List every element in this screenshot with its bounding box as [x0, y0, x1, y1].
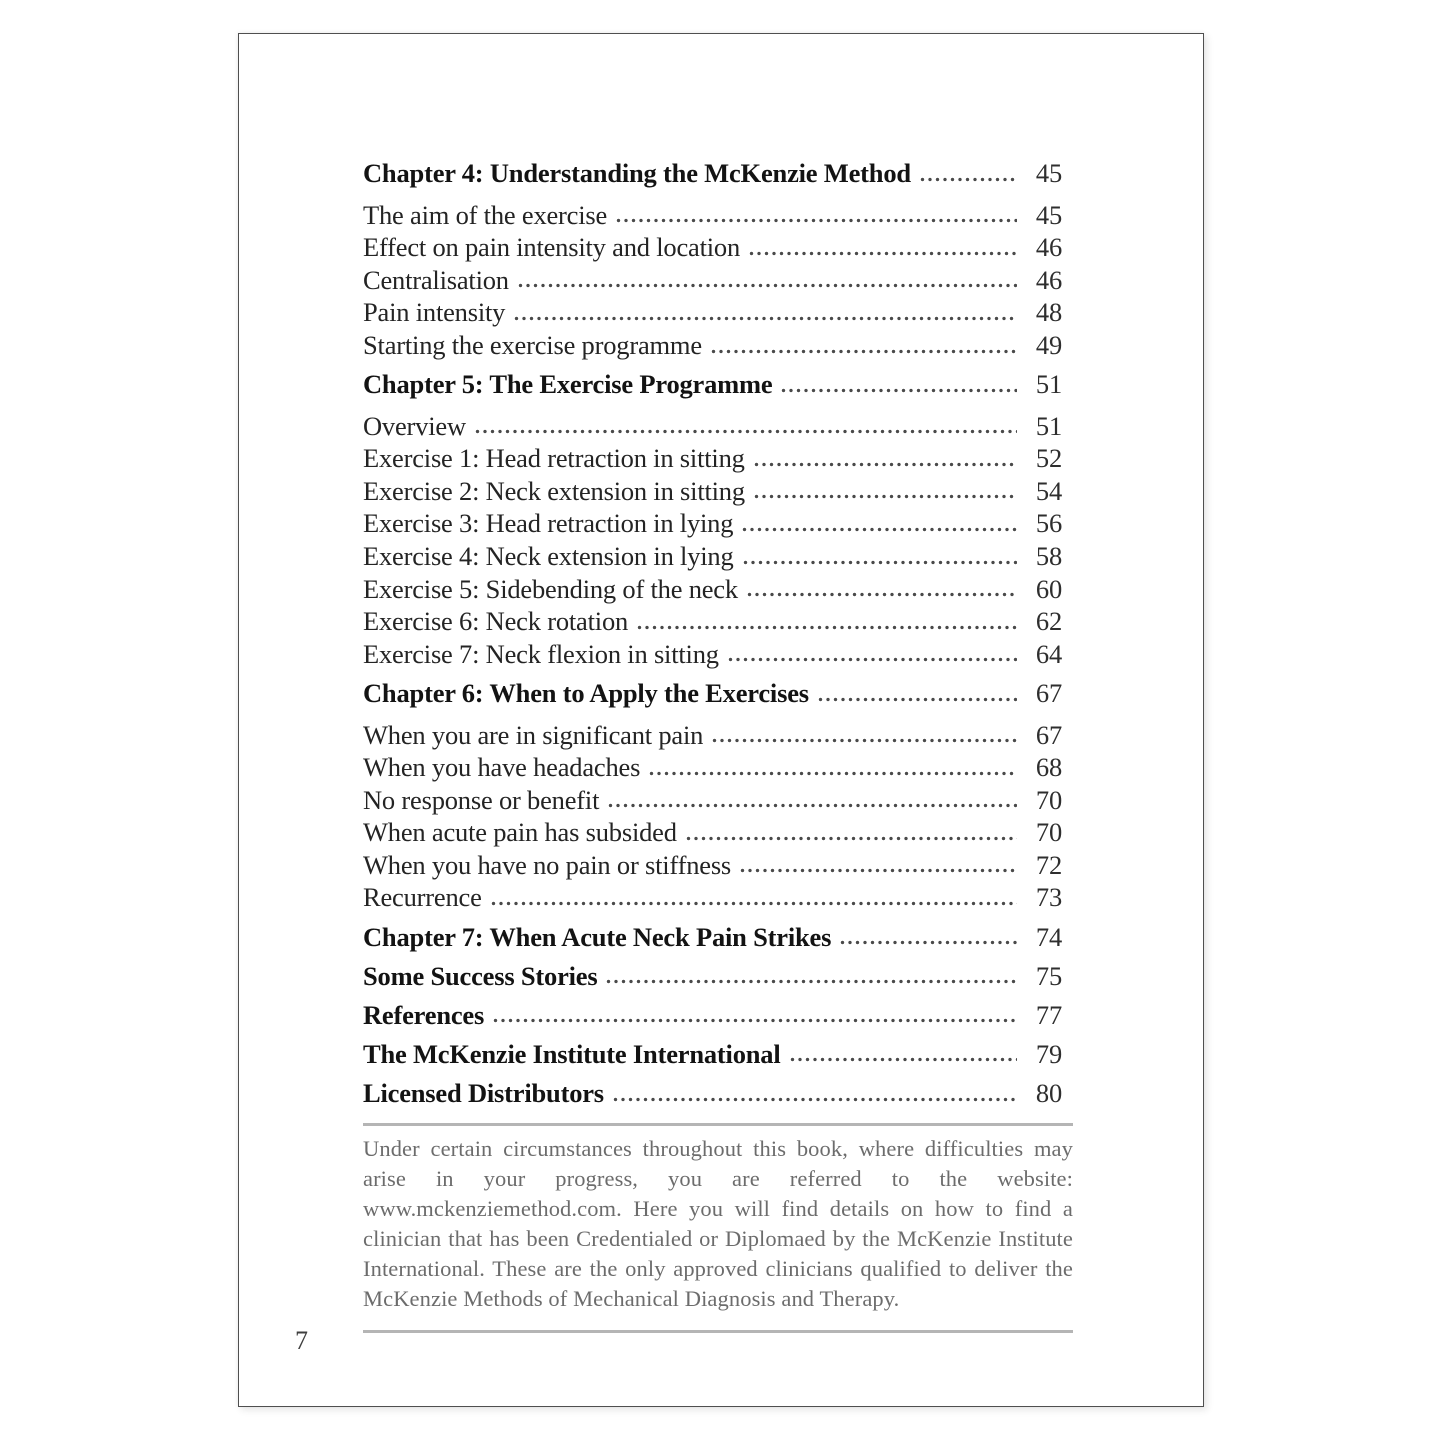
toc-entry	[363, 999, 1073, 1032]
toc-entry-page-number: 46	[1035, 264, 1062, 295]
toc-entry-page-number: 72	[1035, 849, 1062, 880]
toc-dot-leader	[781, 1038, 1023, 1071]
toc-entry	[363, 199, 1073, 232]
toc-dot-leader	[745, 442, 1022, 475]
toc-entry	[363, 264, 1073, 297]
toc-entry-page-number: 45	[1035, 199, 1062, 230]
toc-entry	[363, 816, 1073, 849]
toc-entry	[363, 605, 1073, 638]
toc-entry-label: No response or benefit	[363, 784, 600, 815]
toc-entry-label: Exercise 6: Neck rotation	[363, 606, 629, 637]
toc-entry	[363, 677, 1073, 710]
toc-dot-leader	[640, 751, 1022, 784]
toc-entry-page-number: 60	[1035, 573, 1062, 604]
footer-divider-top	[363, 1123, 1073, 1126]
toc-entry	[363, 1077, 1073, 1110]
toc-entry-label: Exercise 3: Head retraction in lying	[363, 508, 734, 539]
toc-dot-leader	[911, 157, 1022, 190]
toc-dot-leader	[719, 638, 1022, 671]
toc-dot-leader	[484, 999, 1022, 1032]
toc-entry-page-number: 49	[1035, 329, 1062, 360]
toc-entry-page-number: 79	[1035, 1038, 1062, 1069]
toc-entry	[363, 921, 1073, 954]
toc-entry-page-number: 77	[1035, 999, 1062, 1030]
toc-dot-leader	[677, 816, 1022, 849]
toc-entry-label: The McKenzie Institute International	[363, 1038, 781, 1069]
toc-entry	[363, 231, 1073, 264]
toc-dot-leader	[482, 881, 1022, 914]
toc-entry-label: Effect on pain intensity and location	[363, 232, 740, 263]
toc-entry-label: References	[363, 999, 485, 1030]
toc-dot-leader	[772, 368, 1022, 401]
toc-dot-leader	[607, 199, 1022, 232]
toc-entry-label: When you are in significant pain	[363, 719, 704, 750]
toc-entry-page-number: 68	[1035, 752, 1062, 783]
book-page	[238, 33, 1204, 1407]
toc-entry-label: When you have headaches	[363, 752, 641, 783]
toc-entry-page-number: 51	[1035, 369, 1062, 400]
toc-dot-leader	[731, 849, 1022, 882]
page-content	[363, 34, 1073, 1333]
toc-dot-leader	[809, 677, 1022, 710]
toc-entry-label: Overview	[363, 410, 466, 441]
toc-entry-label: Licensed Distributors	[363, 1077, 604, 1108]
toc-entry	[363, 475, 1073, 508]
toc-entry	[363, 960, 1073, 993]
toc-dot-leader	[628, 605, 1022, 638]
toc-entry	[363, 849, 1073, 882]
toc-entry-page-number: 64	[1035, 638, 1062, 669]
toc-entry-label: Pain intensity	[363, 297, 506, 328]
toc-dot-leader	[702, 329, 1022, 362]
toc-entry-label: The aim of the exercise	[363, 199, 608, 230]
toc-entry-page-number: 75	[1035, 960, 1062, 991]
toc-entry	[363, 719, 1073, 752]
toc-entry-label: Exercise 2: Neck extension in sitting	[363, 475, 745, 506]
toc-entry-page-number: 74	[1035, 921, 1062, 952]
footer-divider-bottom	[363, 1330, 1073, 1333]
toc-entry-page-number: 70	[1035, 784, 1062, 815]
toc-entry-label: Exercise 4: Neck extension in lying	[363, 541, 734, 572]
toc-entry-label: Some Success Stories	[363, 960, 598, 991]
toc-entry-page-number: 80	[1035, 1077, 1062, 1108]
toc-entry	[363, 751, 1073, 784]
toc-entry	[363, 368, 1073, 401]
toc-entry	[363, 573, 1073, 606]
toc-entry-label: Starting the exercise programme	[363, 329, 702, 360]
toc-entry	[363, 784, 1073, 817]
toc-entry	[363, 442, 1073, 475]
toc-entry-page-number: 45	[1035, 158, 1062, 188]
toc-entry	[363, 507, 1073, 540]
toc-entry-label: Chapter 5: The Exercise Programme	[363, 369, 773, 400]
toc-entry-label: Exercise 1: Head retraction in sitting	[363, 443, 745, 474]
toc-dot-leader	[733, 507, 1022, 540]
toc-entry-label: Recurrence	[363, 882, 482, 913]
toc-entry-label: Exercise 5: Sidebending of the neck	[363, 573, 738, 604]
footer-note: Under certain circumstances throughout this book, where difficulties may arise in your progress, you are referred to the website: www.mckenziemethod.com. Here you will find details on how to find a clinician that has been Credentialed or Diplomaed by the McKenzie Institute International. These are the only approved clinicians qualified to deliver the McKenzie Methods of Mechanical Diagnosis and Therapy.	[363, 1135, 1073, 1311]
toc-dot-leader	[599, 784, 1022, 817]
toc-entry	[363, 540, 1073, 573]
toc-entry	[363, 410, 1073, 443]
toc-entry	[363, 296, 1073, 329]
toc-dot-leader	[745, 475, 1022, 508]
toc-entry-page-number: 73	[1035, 882, 1062, 913]
toc-entry	[363, 881, 1073, 914]
toc-entry-label: When acute pain has subsided	[363, 817, 677, 848]
toc-entry-label: Chapter 6: When to Apply the Exercises	[363, 677, 809, 708]
toc-entry-page-number: 52	[1035, 443, 1062, 474]
toc-entry-label: Exercise 7: Neck flexion in sitting	[363, 638, 719, 669]
toc-entry	[363, 1038, 1073, 1071]
toc-dot-leader	[505, 296, 1022, 329]
toc-entry-label: Chapter 4: Understanding the McKenzie Method	[363, 158, 911, 188]
toc-dot-leader	[597, 960, 1022, 993]
toc-dot-leader	[740, 231, 1022, 264]
toc-entry-page-number: 67	[1035, 719, 1062, 750]
toc-entry-page-number: 54	[1035, 475, 1062, 506]
toc-dot-leader	[604, 1077, 1022, 1110]
toc-entry-label: Chapter 7: When Acute Neck Pain Strikes	[363, 921, 832, 952]
toc-entry-page-number: 62	[1035, 606, 1062, 637]
toc-dot-leader	[831, 921, 1022, 954]
toc-dot-leader	[738, 573, 1022, 606]
toc-dot-leader	[703, 719, 1022, 752]
toc-entry-page-number: 56	[1035, 508, 1062, 539]
toc-entry	[363, 157, 1073, 190]
toc-entry	[363, 329, 1073, 362]
toc-entry-page-number: 48	[1035, 297, 1062, 328]
table-of-contents	[363, 157, 1073, 1110]
toc-entry-page-number: 46	[1035, 232, 1062, 263]
toc-entry-page-number: 51	[1035, 410, 1062, 441]
toc-entry-page-number: 58	[1035, 541, 1062, 572]
toc-dot-leader	[466, 410, 1022, 443]
toc-dot-leader	[509, 264, 1022, 297]
toc-entry-page-number: 67	[1035, 677, 1062, 708]
toc-entry-page-number: 70	[1035, 817, 1062, 848]
toc-dot-leader	[734, 540, 1022, 573]
toc-entry-label: Centralisation	[363, 264, 509, 295]
toc-entry	[363, 638, 1073, 671]
page-number: 7	[295, 1326, 308, 1355]
toc-entry-label: When you have no pain or stiffness	[363, 849, 732, 880]
